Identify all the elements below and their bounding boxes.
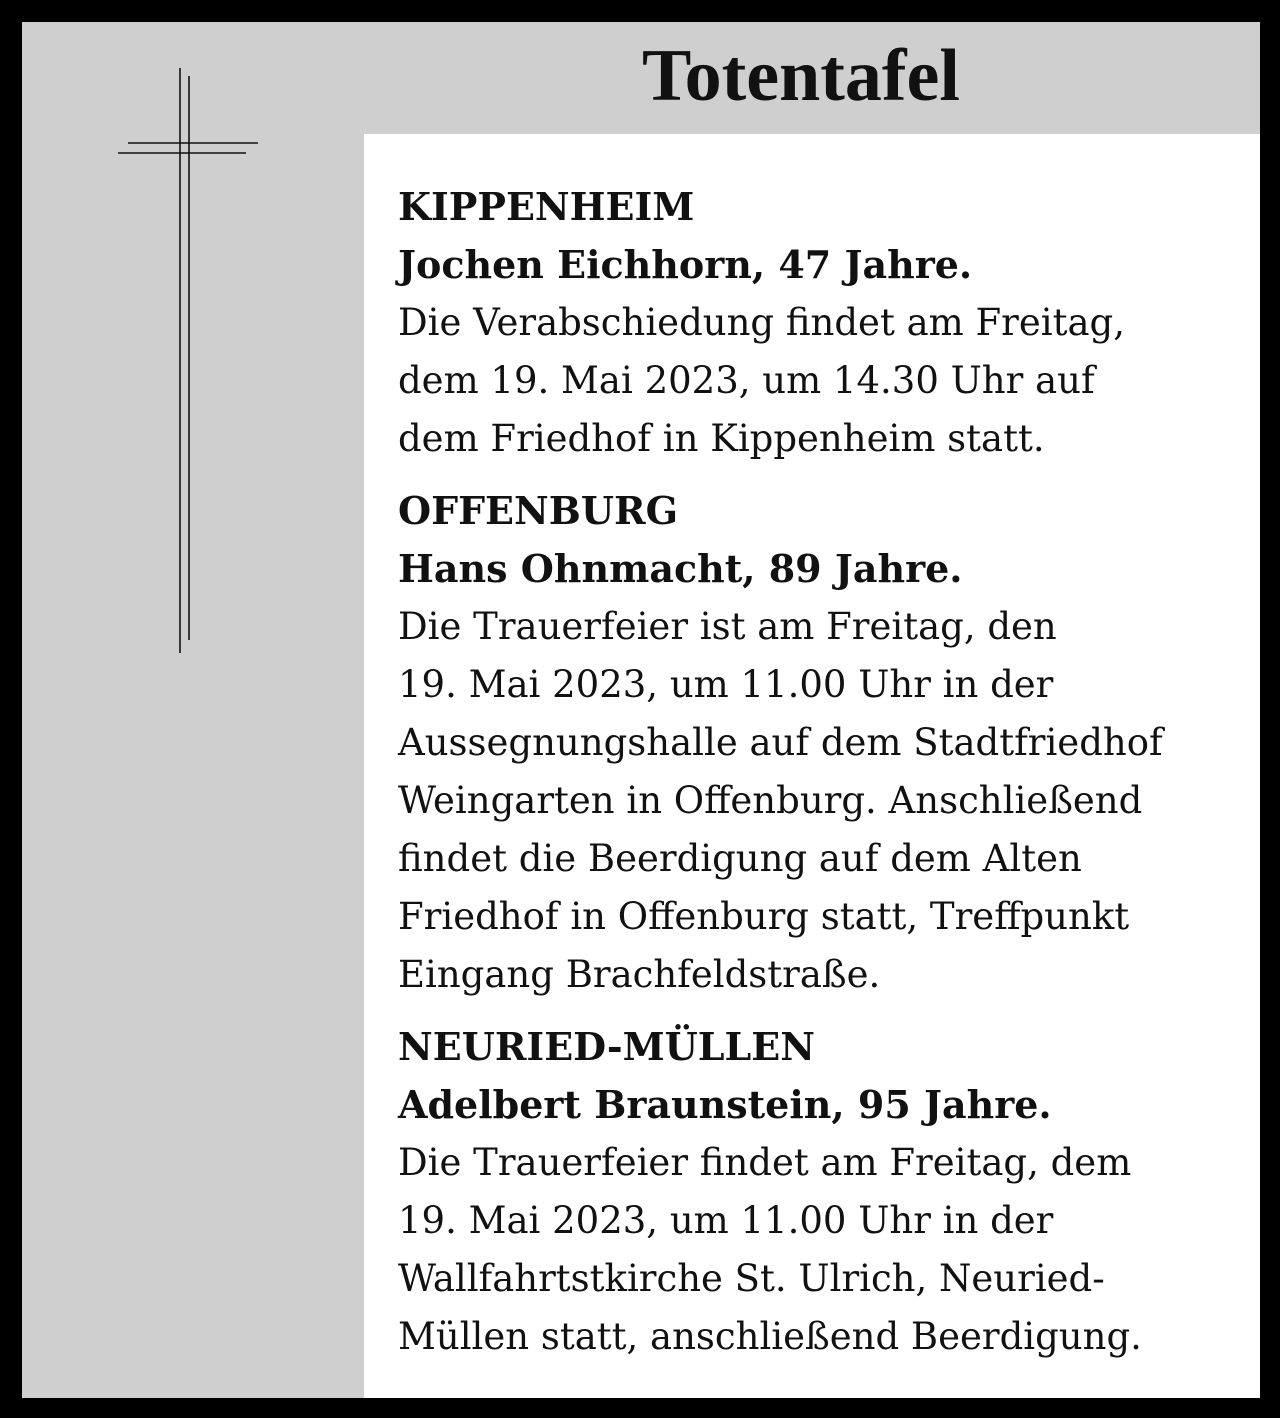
detail-line: Weingarten in Offenburg. Anschließend <box>398 779 1143 822</box>
entry-details <box>398 294 1240 468</box>
obituary-entry <box>398 178 1240 468</box>
detail-line: dem 19. Mai 2023, um 14.30 Uhr auf <box>398 359 1095 402</box>
entry-person: Jochen Eichhorn, 47 Jahre. <box>398 242 973 287</box>
detail-line: Wallfahrtstkirche St. Ulrich, Neuried- <box>398 1257 1105 1300</box>
detail-line: dem Friedhof in Kippenheim statt. <box>398 417 1045 460</box>
page-title: Totentafel <box>642 35 960 117</box>
detail-line: Aussegnungshalle auf dem Stadtfriedhof <box>398 721 1163 764</box>
detail-line: Müllen statt, anschließend Beerdigung. <box>398 1315 1142 1358</box>
entry-person: Adelbert Braunstein, 95 Jahre. <box>398 1082 1052 1127</box>
obituary-list <box>364 134 1260 1398</box>
entry-person: Hans Ohnmacht, 89 Jahre. <box>398 546 963 591</box>
latin-cross-icon <box>118 68 258 653</box>
detail-line: Die Verabschiedung findet am Freitag, <box>398 301 1125 344</box>
entry-details <box>398 598 1240 1004</box>
entry-place: OFFENBURG <box>398 488 679 533</box>
detail-line: Eingang Brachfeldstraße. <box>398 953 881 996</box>
obituary-entry <box>398 482 1240 1004</box>
detail-line: Die Trauerfeier findet am Freitag, dem <box>398 1141 1132 1184</box>
detail-line: 19. Mai 2023, um 11.00 Uhr in der <box>398 1199 1054 1242</box>
detail-line: Friedhof in Offenburg statt, Treffpunkt <box>398 895 1130 938</box>
entry-place: NEURIED-MÜLLEN <box>398 1024 815 1069</box>
entry-place: KIPPENHEIM <box>398 184 695 229</box>
detail-line: Die Trauerfeier ist am Freitag, den <box>398 605 1057 648</box>
detail-line: 19. Mai 2023, um 11.00 Uhr in der <box>398 663 1054 706</box>
detail-line: findet die Beerdigung auf dem Alten <box>398 837 1082 880</box>
entry-details <box>398 1134 1240 1366</box>
obituary-panel <box>22 22 1260 1398</box>
obituary-entry <box>398 1018 1240 1366</box>
